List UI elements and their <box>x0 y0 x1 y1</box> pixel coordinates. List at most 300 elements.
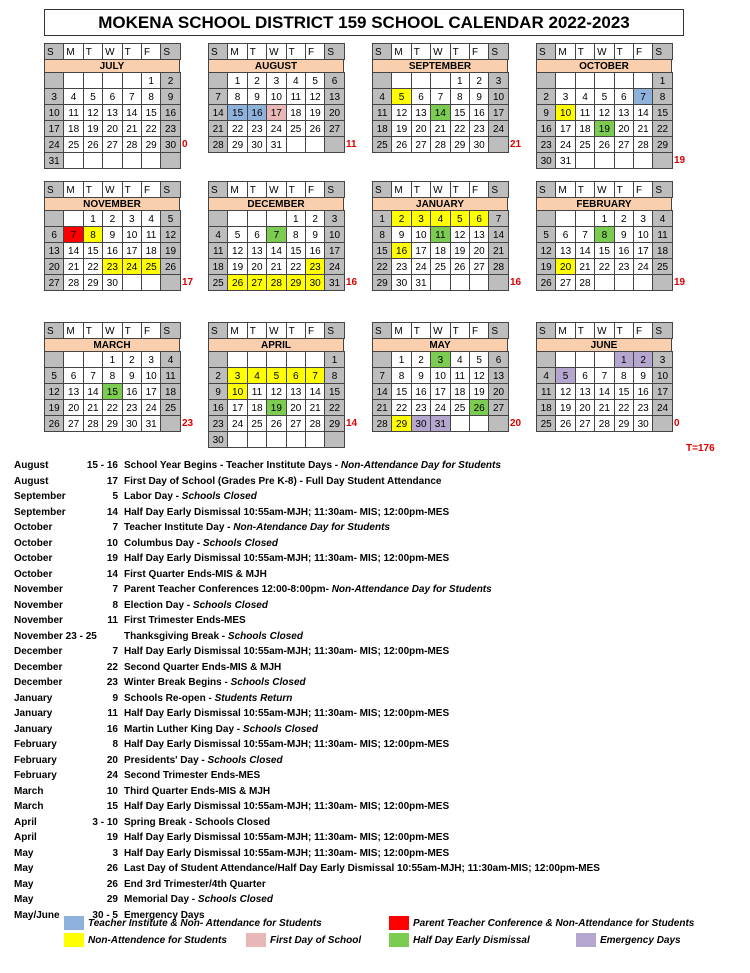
day-cell: 21 <box>63 258 83 275</box>
event-description: Memorial Day - Schools Closed <box>124 894 273 905</box>
day-header: T <box>575 181 595 198</box>
event-row <box>14 784 744 800</box>
day-cell: 7 <box>208 88 228 105</box>
day-cell: 10 <box>411 226 431 243</box>
day-cell: 20 <box>488 383 508 400</box>
day-cell: 2 <box>411 351 431 368</box>
day-cell: 8 <box>372 226 392 243</box>
day-cell: 11 <box>575 104 595 121</box>
empty-cell <box>160 274 180 291</box>
day-cell: 15 <box>372 242 392 259</box>
month-name: AUGUST <box>208 59 344 73</box>
event-month: January <box>14 692 53 704</box>
month-day-count: 17 <box>182 277 194 288</box>
day-cell: 3 <box>555 88 575 105</box>
event-month: October <box>14 568 53 580</box>
day-header: T <box>122 181 142 198</box>
day-cell: 8 <box>227 88 247 105</box>
month-day-count: 16 <box>346 277 358 288</box>
day-cell: 5 <box>266 367 286 384</box>
day-header: S <box>160 322 180 339</box>
day-cell: 3 <box>266 72 286 89</box>
day-cell: 12 <box>160 226 180 243</box>
day-header: M <box>227 43 247 60</box>
event-row <box>14 660 744 676</box>
event-row <box>14 830 744 846</box>
empty-cell <box>63 152 83 169</box>
day-cell: 23 <box>469 120 489 137</box>
event-days: 7 <box>112 522 118 533</box>
event-row <box>14 846 744 862</box>
day-cell: 16 <box>536 120 556 137</box>
month-august <box>208 43 344 152</box>
event-days: 26 <box>106 863 118 874</box>
day-cell: 31 <box>141 415 161 432</box>
legend-swatch <box>64 933 84 947</box>
empty-cell <box>247 351 267 368</box>
empty-cell <box>594 72 614 89</box>
event-description: Election Day - Schools Closed <box>124 599 268 611</box>
day-cell: 10 <box>633 226 653 243</box>
day-cell: 5 <box>305 72 325 89</box>
day-cell: 1 <box>450 72 470 89</box>
empty-cell <box>575 210 595 227</box>
empty-cell <box>633 72 653 89</box>
day-cell: 22 <box>83 258 103 275</box>
event-month: February <box>14 770 57 781</box>
day-cell: 21 <box>488 242 508 259</box>
day-cell: 10 <box>122 226 142 243</box>
event-days: 8 <box>112 739 118 750</box>
event-month: April <box>14 816 37 828</box>
empty-cell <box>266 351 286 368</box>
day-cell: 22 <box>614 399 634 416</box>
day-cell: 12 <box>391 104 411 121</box>
day-cell: 4 <box>141 210 161 227</box>
empty-cell <box>450 415 470 432</box>
event-row <box>14 613 744 629</box>
event-days: 11 <box>107 708 118 719</box>
empty-cell <box>633 152 653 169</box>
day-cell: 29 <box>372 274 392 291</box>
day-cell: 14 <box>430 104 450 121</box>
day-header: F <box>141 43 161 60</box>
event-row <box>14 753 744 769</box>
day-cell: 11 <box>652 226 672 243</box>
legend-swatch <box>389 916 409 930</box>
event-days: 10 <box>106 537 118 549</box>
day-header: T <box>614 43 634 60</box>
day-cell: 23 <box>247 120 267 137</box>
day-header: M <box>555 181 575 198</box>
day-cell: 16 <box>469 104 489 121</box>
event-description: Parent Teacher Conferences 12:00-8:00pm- Non-Attendance Day for Students <box>124 584 492 595</box>
event-row <box>14 644 744 660</box>
day-cell: 8 <box>324 367 344 384</box>
empty-cell <box>266 210 286 227</box>
day-cell: 29 <box>652 136 672 153</box>
day-header: T <box>247 181 267 198</box>
event-description: First Quarter Ends-MIS & MJH <box>124 568 267 580</box>
day-header: T <box>411 322 431 339</box>
empty-cell <box>614 72 634 89</box>
month-day-count: 20 <box>510 418 522 429</box>
event-description: Teacher Institute Day - Non-Atendance Day for Students <box>124 522 390 533</box>
empty-cell <box>652 152 672 169</box>
day-cell: 26 <box>594 136 614 153</box>
day-cell: 29 <box>227 136 247 153</box>
day-cell: 2 <box>160 72 180 89</box>
empty-cell <box>83 72 103 89</box>
event-description: Thanksgiving Break - Schools Closed <box>124 630 303 642</box>
day-cell: 22 <box>391 399 411 416</box>
day-header: T <box>450 322 470 339</box>
day-header: F <box>633 181 653 198</box>
event-row <box>14 675 744 691</box>
empty-cell <box>430 274 450 291</box>
day-cell: 3 <box>44 88 64 105</box>
event-row <box>14 489 744 505</box>
empty-cell <box>614 274 634 291</box>
event-month: January <box>14 723 53 735</box>
day-cell: 14 <box>208 104 228 121</box>
day-header: S <box>208 322 228 339</box>
month-day-count: 19 <box>674 277 686 288</box>
day-cell: 29 <box>83 274 103 291</box>
legend <box>64 916 734 956</box>
day-cell: 4 <box>450 351 470 368</box>
empty-cell <box>555 210 575 227</box>
empty-cell <box>536 210 556 227</box>
event-month: August <box>14 475 49 487</box>
day-cell: 25 <box>536 415 556 432</box>
day-cell: 27 <box>102 136 122 153</box>
legend-label: Parent Teacher Conference & Non-Attendance for Students <box>413 918 695 929</box>
day-cell: 16 <box>160 104 180 121</box>
day-cell: 15 <box>286 242 306 259</box>
day-cell: 10 <box>266 88 286 105</box>
day-cell: 10 <box>44 104 64 121</box>
day-cell: 2 <box>391 210 411 227</box>
day-cell: 17 <box>633 242 653 259</box>
event-row <box>14 768 744 784</box>
day-cell: 8 <box>594 226 614 243</box>
day-cell: 30 <box>391 274 411 291</box>
day-cell: 17 <box>227 399 247 416</box>
day-cell: 5 <box>594 88 614 105</box>
legend-item <box>389 916 694 932</box>
day-cell: 7 <box>488 210 508 227</box>
day-header: S <box>44 322 64 339</box>
event-days: 7 <box>112 646 118 657</box>
day-cell: 25 <box>430 258 450 275</box>
empty-cell <box>652 274 672 291</box>
event-month: August <box>14 460 49 471</box>
empty-cell <box>122 152 142 169</box>
day-cell: 14 <box>488 226 508 243</box>
empty-cell <box>141 152 161 169</box>
day-cell: 9 <box>633 367 653 384</box>
day-cell: 7 <box>575 226 595 243</box>
day-header: W <box>594 43 614 60</box>
event-row <box>14 505 744 521</box>
event-days: 14 <box>106 568 118 580</box>
day-cell: 25 <box>141 258 161 275</box>
event-description: First Trimester Ends-MES <box>124 615 246 626</box>
day-cell: 3 <box>488 72 508 89</box>
empty-cell <box>594 274 614 291</box>
event-month: February <box>14 754 57 766</box>
day-cell: 19 <box>536 258 556 275</box>
day-cell: 28 <box>63 274 83 291</box>
day-cell: 21 <box>208 120 228 137</box>
day-header: M <box>63 322 83 339</box>
day-cell: 11 <box>208 242 228 259</box>
empty-cell <box>286 136 306 153</box>
day-cell: 28 <box>83 415 103 432</box>
month-name: FEBRUARY <box>536 197 672 211</box>
day-cell: 15 <box>324 383 344 400</box>
day-cell: 5 <box>160 210 180 227</box>
day-header: F <box>305 322 325 339</box>
day-cell: 11 <box>536 383 556 400</box>
day-cell: 26 <box>469 399 489 416</box>
month-december <box>208 181 344 290</box>
event-row <box>14 706 744 722</box>
day-header: F <box>141 322 161 339</box>
day-header: S <box>536 43 556 60</box>
day-cell: 4 <box>63 88 83 105</box>
event-description: Half Day Early Dismissal 10:55am-MJH; 11:30am- MIS; 12:00pm-MES <box>124 553 450 564</box>
event-month: February <box>14 739 57 750</box>
total-days: T=176 <box>686 443 715 454</box>
day-cell: 28 <box>122 136 142 153</box>
day-header: M <box>555 43 575 60</box>
day-cell: 13 <box>286 383 306 400</box>
day-cell: 27 <box>286 415 306 432</box>
day-cell: 7 <box>633 88 653 105</box>
legend-label: Half Day Early Dismissal <box>413 935 530 946</box>
event-month: March <box>14 785 44 797</box>
month-day-count: 23 <box>182 418 194 429</box>
day-cell: 6 <box>555 226 575 243</box>
day-cell: 2 <box>536 88 556 105</box>
day-cell: 26 <box>83 136 103 153</box>
day-cell: 12 <box>44 383 64 400</box>
day-cell: 18 <box>247 399 267 416</box>
day-cell: 24 <box>324 258 344 275</box>
day-cell: 1 <box>227 72 247 89</box>
event-month: November 23 - 25 <box>14 630 97 642</box>
empty-cell <box>324 431 344 448</box>
event-month: September <box>14 506 66 518</box>
day-header: T <box>286 43 306 60</box>
month-name: MARCH <box>44 338 180 352</box>
day-cell: 5 <box>83 88 103 105</box>
day-cell: 26 <box>305 120 325 137</box>
day-header: S <box>160 181 180 198</box>
day-header: W <box>102 43 122 60</box>
event-days: 30 - 5 <box>92 909 118 921</box>
day-cell: 23 <box>536 136 556 153</box>
day-cell: 12 <box>266 383 286 400</box>
day-cell: 19 <box>44 399 64 416</box>
day-cell: 4 <box>430 210 450 227</box>
day-cell: 22 <box>102 399 122 416</box>
day-header: T <box>614 322 634 339</box>
event-description: Winter Break Begins - Schools Closed <box>124 677 306 688</box>
month-day-count: 0 <box>674 418 680 429</box>
event-days: 3 - 10 <box>92 816 118 828</box>
day-cell: 15 <box>102 383 122 400</box>
event-month: January <box>14 708 53 719</box>
day-cell: 7 <box>372 367 392 384</box>
day-cell: 30 <box>102 274 122 291</box>
empty-cell <box>102 152 122 169</box>
event-description: Third Quarter Ends-MIS & MJH <box>124 785 271 797</box>
empty-cell <box>555 351 575 368</box>
day-cell: 4 <box>536 367 556 384</box>
empty-cell <box>633 274 653 291</box>
event-month: September <box>14 491 66 502</box>
day-cell: 31 <box>411 274 431 291</box>
day-cell: 16 <box>411 383 431 400</box>
event-row <box>14 877 744 893</box>
day-header: T <box>286 322 306 339</box>
event-row <box>14 458 744 474</box>
day-cell: 26 <box>391 136 411 153</box>
event-month: December <box>14 661 63 673</box>
day-cell: 24 <box>555 136 575 153</box>
event-days: 15 <box>106 801 118 812</box>
day-header: S <box>324 43 344 60</box>
day-header: T <box>83 322 103 339</box>
day-cell: 16 <box>102 242 122 259</box>
day-cell: 24 <box>652 399 672 416</box>
event-row <box>14 722 744 738</box>
event-days: 26 <box>106 878 118 890</box>
day-cell: 2 <box>122 351 142 368</box>
legend-label: Non-Attendence for Students <box>88 935 227 946</box>
event-description: Half Day Early Dismissal 10:55am-MJH; 11:30am- MIS; 12:00pm-MES <box>124 847 450 859</box>
day-cell: 5 <box>536 226 556 243</box>
month-february <box>536 181 672 290</box>
day-header: F <box>469 181 489 198</box>
empty-cell <box>594 152 614 169</box>
day-cell: 8 <box>102 367 122 384</box>
legend-item <box>64 933 227 949</box>
legend-swatch <box>576 933 596 947</box>
day-cell: 9 <box>122 367 142 384</box>
day-cell: 29 <box>614 415 634 432</box>
month-day-count: 21 <box>510 139 522 150</box>
day-header: S <box>372 181 392 198</box>
event-description: Spring Break - Schools Closed <box>124 816 271 828</box>
day-cell: 24 <box>141 399 161 416</box>
day-cell: 19 <box>391 120 411 137</box>
day-cell: 28 <box>305 415 325 432</box>
day-header: S <box>488 43 508 60</box>
day-cell: 30 <box>633 415 653 432</box>
day-cell: 16 <box>633 383 653 400</box>
month-september <box>372 43 508 152</box>
day-cell: 13 <box>44 242 64 259</box>
event-days: 23 <box>106 677 118 688</box>
day-cell: 7 <box>594 367 614 384</box>
day-cell: 18 <box>160 383 180 400</box>
month-name: OCTOBER <box>536 59 672 73</box>
day-cell: 14 <box>122 104 142 121</box>
day-header: S <box>208 43 228 60</box>
day-cell: 15 <box>83 242 103 259</box>
day-cell: 28 <box>372 415 392 432</box>
month-october <box>536 43 672 168</box>
day-cell: 29 <box>391 415 411 432</box>
day-cell: 7 <box>305 367 325 384</box>
month-january <box>372 181 508 290</box>
day-cell: 22 <box>372 258 392 275</box>
empty-cell <box>450 274 470 291</box>
day-cell: 4 <box>652 210 672 227</box>
day-cell: 17 <box>430 383 450 400</box>
day-cell: 14 <box>63 242 83 259</box>
event-row <box>14 815 744 831</box>
day-cell: 19 <box>594 120 614 137</box>
empty-cell <box>488 274 508 291</box>
day-cell: 13 <box>555 242 575 259</box>
legend-swatch <box>64 916 84 930</box>
day-cell: 17 <box>324 242 344 259</box>
day-cell: 5 <box>391 88 411 105</box>
day-cell: 25 <box>208 274 228 291</box>
event-days: 16 <box>106 723 118 735</box>
day-cell: 26 <box>555 415 575 432</box>
empty-cell <box>372 72 392 89</box>
day-cell: 9 <box>305 226 325 243</box>
day-cell: 19 <box>555 399 575 416</box>
day-cell: 14 <box>633 104 653 121</box>
day-cell: 17 <box>44 120 64 137</box>
day-cell: 17 <box>266 104 286 121</box>
event-description: Half Day Early Dismissal 10:55am-MJH; 11:30am- MIS; 12:00pm-MES <box>124 832 450 843</box>
empty-cell <box>141 274 161 291</box>
event-days: 19 <box>106 553 118 564</box>
day-cell: 24 <box>633 258 653 275</box>
day-header: T <box>247 322 267 339</box>
day-header: T <box>83 43 103 60</box>
day-header: S <box>536 181 556 198</box>
event-description: Last Day of Student Attendance/Half Day Early Dismissal 10:55am-MJH; 11:30am-MIS; 12:00pm-MES <box>124 863 600 874</box>
event-month: November <box>14 584 63 595</box>
legend-swatch <box>389 933 409 947</box>
day-header: T <box>575 322 595 339</box>
event-description: End 3rd Trimester/4th Quarter <box>124 878 266 890</box>
day-cell: 18 <box>430 242 450 259</box>
empty-cell <box>266 431 286 448</box>
day-header: M <box>391 43 411 60</box>
day-cell: 6 <box>63 367 83 384</box>
day-header: T <box>450 181 470 198</box>
day-cell: 8 <box>652 88 672 105</box>
day-cell: 18 <box>536 399 556 416</box>
event-month: May <box>14 894 34 905</box>
day-cell: 19 <box>83 120 103 137</box>
day-header: W <box>266 322 286 339</box>
empty-cell <box>469 415 489 432</box>
day-cell: 1 <box>614 351 634 368</box>
month-name: JULY <box>44 59 180 73</box>
day-cell: 12 <box>450 226 470 243</box>
